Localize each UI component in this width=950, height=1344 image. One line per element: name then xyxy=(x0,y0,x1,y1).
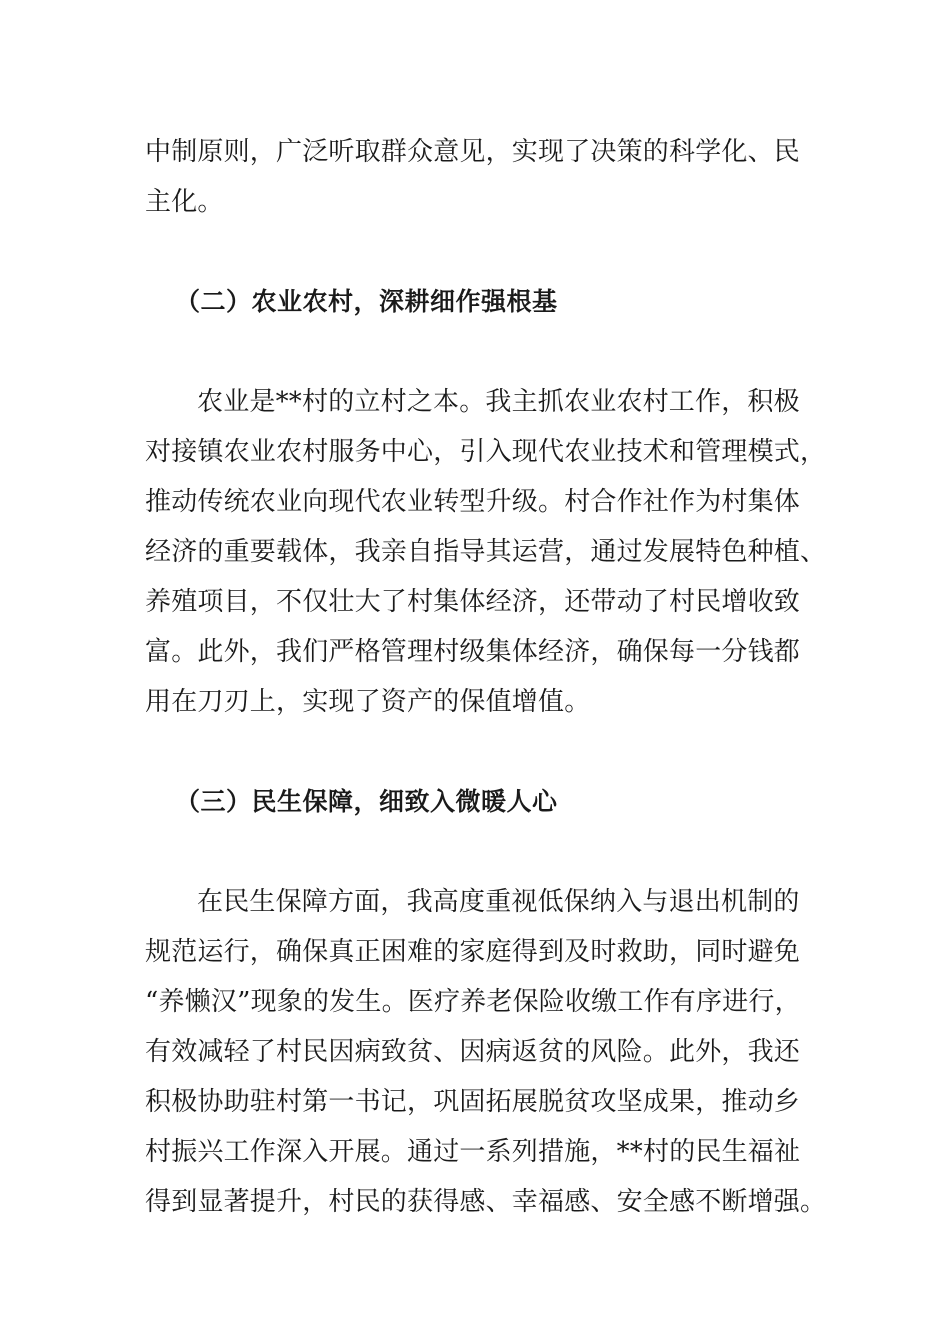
paragraph-line: 主化。 xyxy=(145,187,224,217)
spacer xyxy=(145,227,805,277)
paragraph-line: 中制原则，广泛听取群众意见，实现了决策的科学化、民 xyxy=(145,137,801,167)
paragraph-line: 农业是**村的立村之本。我主抓农业农村工作，积极 xyxy=(197,387,800,417)
paragraph-line: 用在刀刃上，实现了资产的保值增值。 xyxy=(145,687,591,717)
document-body xyxy=(145,127,827,1227)
paragraph-line: 养殖项目，不仅壮大了村集体经济，还带动了村民增收致 xyxy=(145,587,801,617)
section-heading-2: （二）农业农村，深耕细作强根基 xyxy=(175,287,558,316)
section-heading-3: （三）民生保障，细致入微暖人心 xyxy=(175,787,558,816)
paragraph-line: 有效减轻了村民因病致贫、因病返贫的风险。此外，我还 xyxy=(145,1037,801,1067)
paragraph-line: 得到显著提升，村民的获得感、幸福感、安全感不断增强。 xyxy=(145,1187,827,1217)
paragraph-line: 推动传统农业向现代农业转型升级。村合作社作为村集体 xyxy=(145,487,801,517)
paragraph-line: 经济的重要载体，我亲自指导其运营，通过发展特色种植、 xyxy=(145,537,827,567)
spacer xyxy=(145,327,805,377)
paragraph-line: 积极协助驻村第一书记，巩固拓展脱贫攻坚成果，推动乡 xyxy=(145,1087,801,1117)
paragraph-line: “养懒汉”现象的发生。医疗养老保险收缴工作有序进行， xyxy=(145,987,801,1017)
intro-paragraph xyxy=(145,127,805,227)
paragraph-line: 富。此外，我们严格管理村级集体经济，确保每一分钱都 xyxy=(145,637,801,667)
paragraph-line: 规范运行，确保真正困难的家庭得到及时救助，同时避免 xyxy=(145,937,801,967)
spacer xyxy=(145,727,805,777)
spacer xyxy=(145,827,805,877)
section-2-paragraph xyxy=(145,377,827,727)
paragraph-line: 在民生保障方面，我高度重视低保纳入与退出机制的 xyxy=(197,887,800,917)
section-3-paragraph xyxy=(145,877,827,1227)
paragraph-line: 村振兴工作深入开展。通过一系列措施，**村的民生福祉 xyxy=(145,1137,801,1167)
paragraph-line: 对接镇农业农村服务中心，引入现代农业技术和管理模式， xyxy=(145,437,827,467)
